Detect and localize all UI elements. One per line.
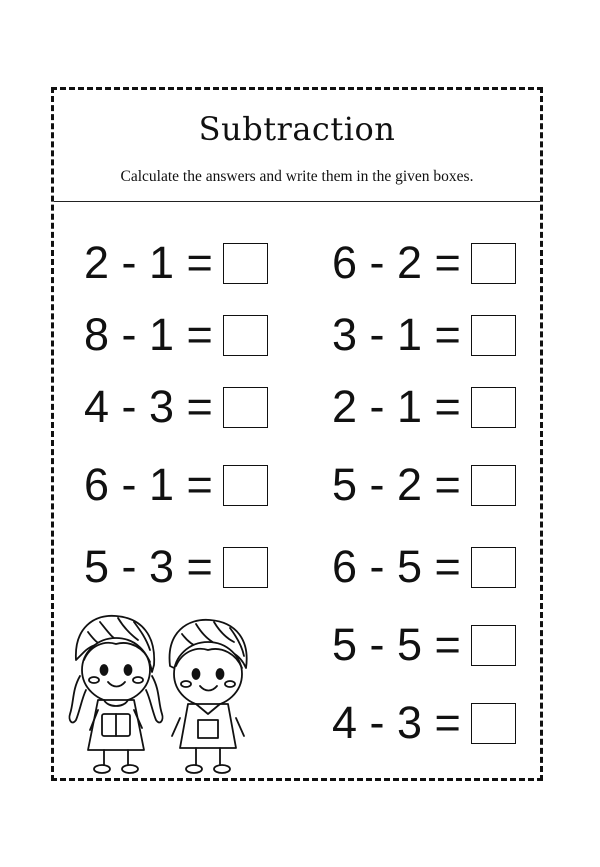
- answer-box[interactable]: [471, 243, 516, 284]
- boy-figure: [170, 620, 247, 773]
- answer-box[interactable]: [471, 625, 516, 666]
- problem-row: [332, 542, 516, 592]
- problem-equation: 6 - 2 =: [332, 237, 461, 288]
- problem-equation: 5 - 2 =: [332, 459, 461, 510]
- answer-box[interactable]: [223, 315, 268, 356]
- problem-equation: 4 - 3 =: [84, 381, 213, 432]
- problem-equation: 4 - 3 =: [332, 697, 461, 748]
- problem-equation: 3 - 1 =: [332, 309, 461, 360]
- problem-equation: 2 - 1 =: [84, 237, 213, 288]
- problem-equation: 5 - 3 =: [84, 541, 213, 592]
- header-divider: [54, 201, 540, 202]
- problem-equation: 8 - 1 =: [84, 309, 213, 360]
- worksheet-frame: [51, 87, 543, 781]
- answer-box[interactable]: [223, 387, 268, 428]
- problem-equation: 6 - 1 =: [84, 459, 213, 510]
- answer-box[interactable]: [223, 243, 268, 284]
- answer-box[interactable]: [471, 547, 516, 588]
- problem-equation: 2 - 1 =: [332, 381, 461, 432]
- problem-row: [84, 382, 268, 432]
- problem-row: [332, 382, 516, 432]
- answer-box[interactable]: [223, 547, 268, 588]
- problem-equation: 6 - 5 =: [332, 541, 461, 592]
- problem-row: [332, 460, 516, 510]
- girl-figure: [69, 616, 162, 773]
- answer-box[interactable]: [471, 387, 516, 428]
- problem-row: [84, 542, 268, 592]
- problem-row: [84, 238, 268, 288]
- answer-box[interactable]: [223, 465, 268, 506]
- problem-row: [84, 310, 268, 360]
- problem-row: [332, 698, 516, 748]
- children-reading-illustration: [64, 610, 264, 775]
- problem-row: [84, 460, 268, 510]
- answer-box[interactable]: [471, 465, 516, 506]
- answer-box[interactable]: [471, 703, 516, 744]
- problem-equation: 5 - 5 =: [332, 619, 461, 670]
- answer-box[interactable]: [471, 315, 516, 356]
- problem-row: [332, 620, 516, 670]
- problem-row: [332, 238, 516, 288]
- instructions-text: Calculate the answers and write them in the given boxes.: [120, 168, 474, 185]
- page-title: Subtraction: [198, 110, 396, 148]
- problem-row: [332, 310, 516, 360]
